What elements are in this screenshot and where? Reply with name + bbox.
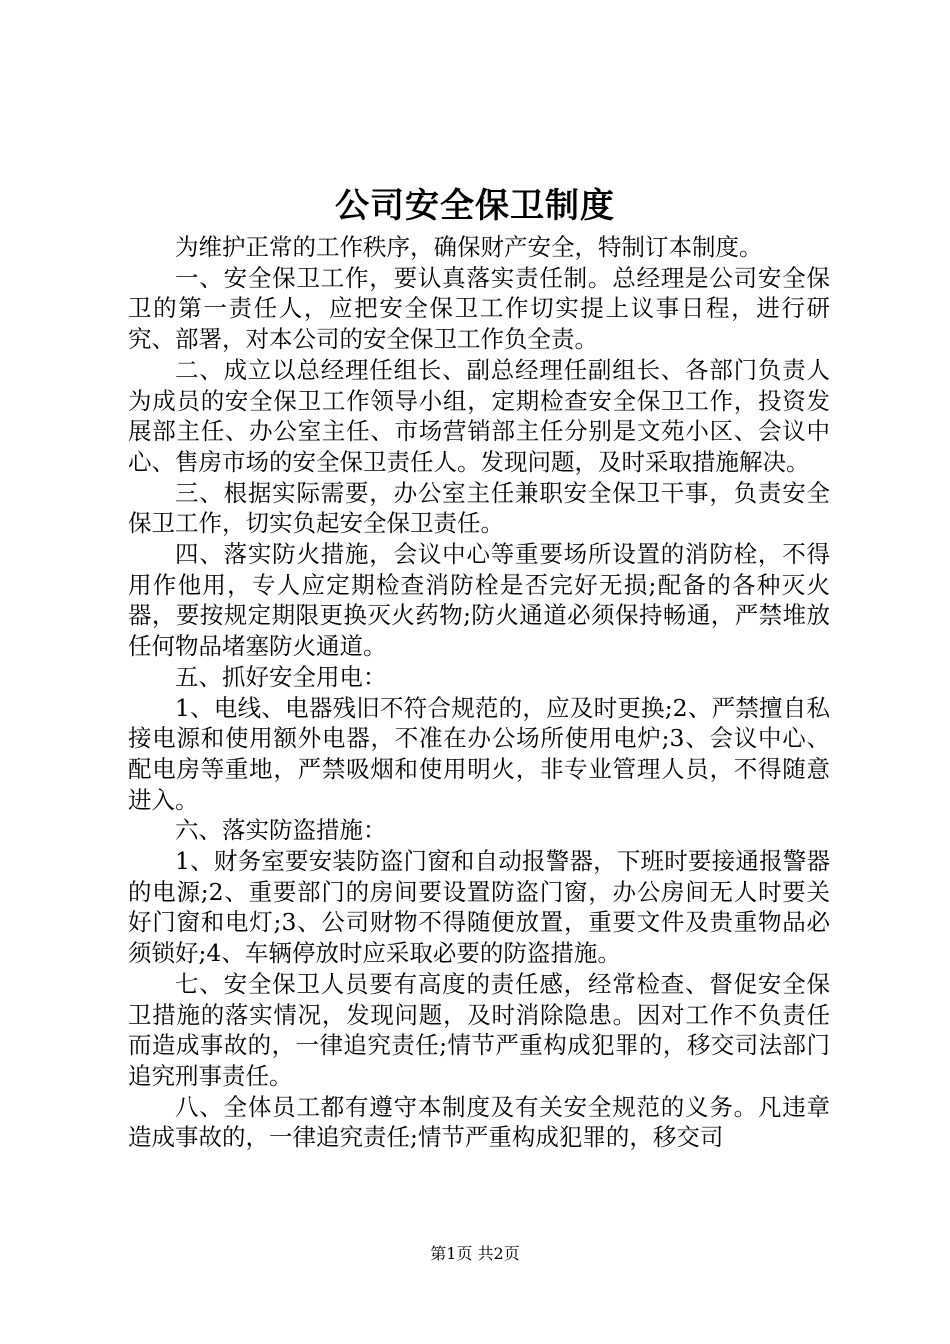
page-number-footer: 第1页 共2页 <box>430 1244 520 1263</box>
paragraph-section-5-heading: 五、抓好安全用电： <box>175 662 387 691</box>
paragraph-section-6-items: 1、财务室要安装防盗门窗和自动报警器，下班时要接通报警器的电源;2、重要部门的房间要设置防盗门窗，办公房间无人时要关好门窗和电灯;3、公司财物不得随便放置，重要文件及贵重物品必须锁好;4、车辆停放时应采取必要的防盗措施。 <box>128 847 830 968</box>
paragraph-section-4: 四、落实防火措施，会议中心等重要场所设置的消防栓，不得用作他用，专人应定期检查消防栓是否完好无损;配备的各种灭火器，要按规定期限更换灭火药物;防火通道必须保持畅通，严禁堆放任何物品堵塞防火通道。 <box>128 540 830 661</box>
document-body <box>128 232 830 1153</box>
paragraph-section-5-items: 1、电线、电器残旧不符合规范的，应及时更换;2、严禁擅自私接电源和使用额外电器，不准在办公场所使用电炉;3、会议中心、配电房等重地，严禁吸烟和使用明火，非专业管理人员，不得随意进入。 <box>128 693 830 814</box>
paragraph-intro: 为维护正常的工作秩序，确保财产安全，特制订本制度。 <box>175 233 763 261</box>
document-title: 公司安全保卫制度 <box>335 186 615 226</box>
paragraph-section-6-heading: 六、落实防盗措施： <box>175 816 387 845</box>
paragraph-section-2: 二、成立以总经理任组长、副总经理任副组长、各部门负责人为成员的安全保卫工作领导小组，定期检查安全保卫工作，投资发展部主任、办公室主任、市场营销部主任分别是文苑小区、会议中心、售房市场的安全保卫责任人。发现问题，及时采取措施解决。 <box>128 355 830 476</box>
paragraph-section-3: 三、根据实际需要，办公室主任兼职安全保卫干事，负责安全保卫工作，切实负起安全保卫责任。 <box>128 478 830 538</box>
paragraph-section-1: 一、安全保卫工作，要认真落实责任制。总经理是公司安全保卫的第一责任人，应把安全保卫工作切实提上议事日程，进行研究、部署，对本公司的安全保卫工作负全责。 <box>128 263 830 354</box>
paragraph-section-8: 八、全体员工都有遵守本制度及有关安全规范的义务。凡违章造成事故的，一律追究责任;情节严重构成犯罪的，移交司 <box>128 1092 830 1152</box>
paragraph-section-7: 七、安全保卫人员要有高度的责任感，经常检查、督促安全保卫措施的落实情况，发现问题，及时消除隐患。因对工作不负责任而造成事故的，一律追究责任;情节严重构成犯罪的，移交司法部门追究刑事责任。 <box>128 969 830 1090</box>
